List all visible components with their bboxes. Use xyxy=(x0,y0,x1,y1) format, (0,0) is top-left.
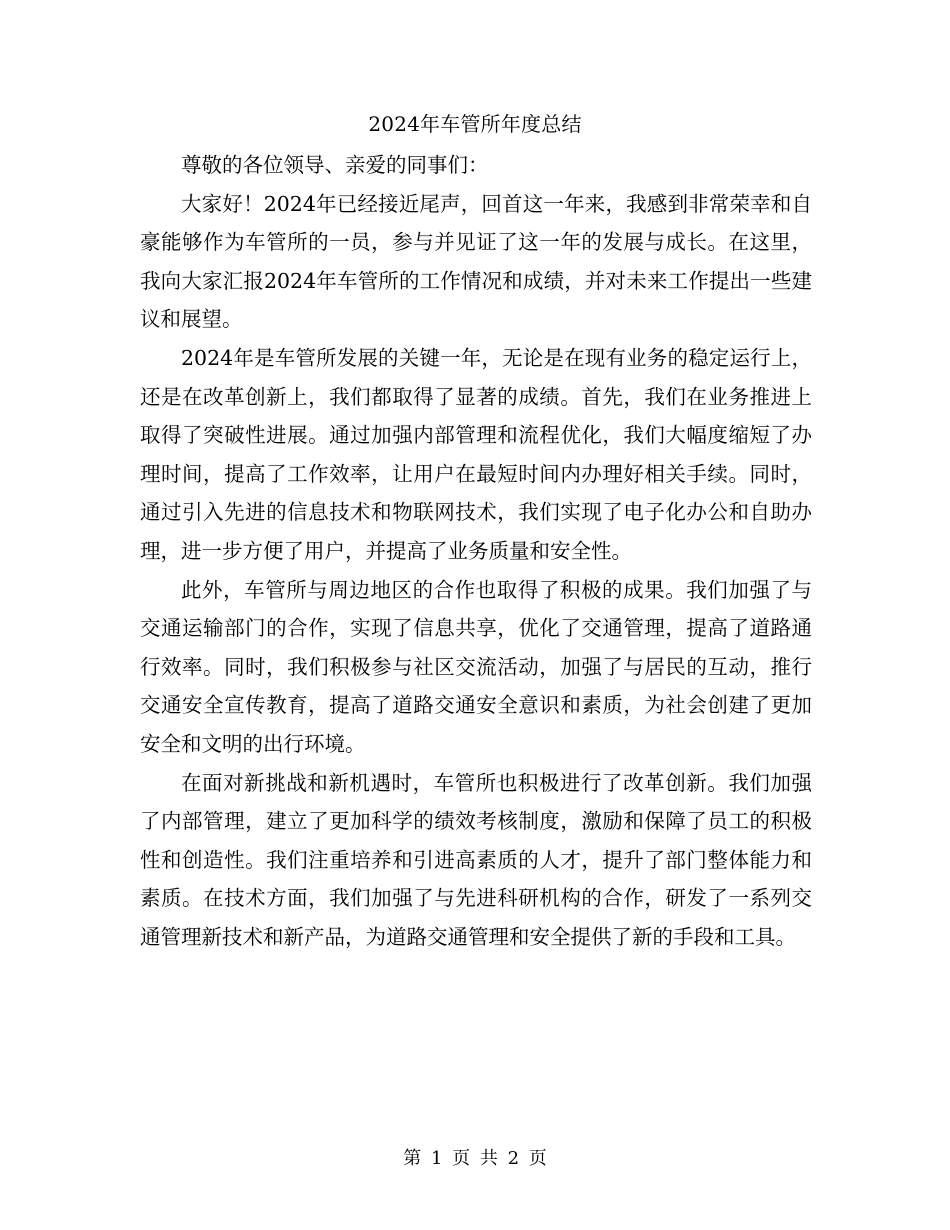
paragraph-4: 在面对新挑战和新机遇时，车管所也积极进行了改革创新。我们加强了内部管理，建立了更加科学的绩效考核制度，激励和保障了员工的积极性和创造性。我们注重培养和引进高素质的人才，提升了部门整体能力和素质。在技术方面，我们加强了与先进科研机构的合作，研发了一系列交通管理新技术和新产品，为道路交通管理和安全提供了新的手段和工具。 xyxy=(140,770,812,949)
paragraph-3: 此外，车管所与周边地区的合作也取得了积极的成果。我们加强了与交通运输部门的合作，实现了信息共享，优化了交通管理，提高了道路通行效率。同时，我们积极参与社区交流活动，加强了与居民的互动，推行交通安全宣传教育，提高了道路交通安全意识和素质，为社会创建了更加安全和文明的出行环境。 xyxy=(140,577,812,756)
document-body xyxy=(140,146,812,956)
paragraph-2: 2024年是车管所发展的关键一年，无论是在现有业务的稳定运行上，还是在改革创新上，我们都取得了显著的成绩。首先，我们在业务推进上取得了突破性进展。通过加强内部管理和流程优化，我们大幅度缩短了办理时间，提高了工作效率，让用户在最短时间内办理好相关手续。同时，通过引入先进的信息技术和物联网技术，我们实现了电子化办公和自助办理，进一步方便了用户，并提高了业务质量和安全性。 xyxy=(140,345,812,563)
paragraph-1: 大家好！2024年已经接近尾声，回首这一年来，我感到非常荣幸和自豪能够作为车管所的一员，参与并见证了这一年的发展与成长。在这里，我向大家汇报2024年车管所的工作情况和成绩，并对未来工作提出一些建议和展望。 xyxy=(140,191,812,332)
document-title: 2024年车管所年度总结 xyxy=(368,112,582,136)
salutation: 尊敬的各位领导、亲爱的同事们： xyxy=(181,153,489,177)
page-number-footer: 第 1 页 共 2 页 xyxy=(403,1148,547,1169)
